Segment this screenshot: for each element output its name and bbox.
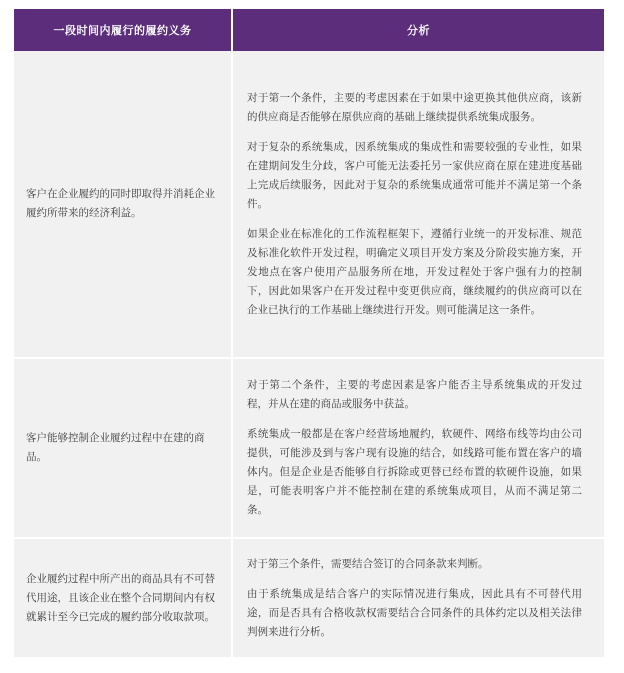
analysis-paragraph: 对于第一个条件，主要的考虑因素在于如果中途更换其他供应商，该新的供应商是否能够在原供应商的基础上继续提供系统集成服务。 <box>247 91 582 123</box>
analysis-paragraph: 系统集成一般都是在客户经营场地履约，软硬件、网络布线等均由公司提供，可能涉及到与客户现有设施的结合，如线路可能布置在客户的墙体内。但是企业是否能够自行拆除或更替已经布置的软硬件设施，如果是，可能表明客户并不能控制在建的系统集成项目，从而不满足第二条。 <box>247 428 582 516</box>
analysis-paragraph: 对于第二个条件，主要的考虑因素是客户能否主导系统集成的开发过程，并从在建的商品或服务中获益。 <box>247 379 582 410</box>
header-obligation: 一段时间内履行的履约义务 <box>14 9 233 51</box>
table-row <box>14 359 604 539</box>
condition-cell: 客户能够控制企业履约过程中在建的商品。 <box>14 359 233 539</box>
table-header-row <box>14 9 604 51</box>
header-analysis: 分析 <box>233 9 604 51</box>
analysis-paragraph: 由于系统集成是结合客户的实际情况进行集成，因此具有不可替代用途，而是否具有合格收款权需要结合合同条件的具体约定以及相关法律判例来进行分析。 <box>247 587 582 638</box>
analysis-paragraph: 对于第三个条件，需要结合签订的合同条款来判断。 <box>247 557 489 570</box>
table-row <box>14 51 604 359</box>
analysis-cell <box>233 359 604 539</box>
table-row <box>14 539 604 659</box>
condition-cell: 企业履约过程中所产出的商品具有不可替代用途，且该企业在整个合同期间内有权就累计至今已完成的履约部分收取款项。 <box>14 539 233 659</box>
analysis-paragraph: 如果企业在标准化的工作流程框架下，遵循行业统一的开发标准、规范及标准化软件开发过程，明确定义项目开发方案及分阶段实施方案，开发地点在客户使用产品服务所在地，开发过程处于客户强有力的控制下，因此如果客户在开发过程中变更供应商，继续履约的供应商可以在企业已执行的工作基础上继续进行开发。则可能满足这一条件。 <box>247 227 582 316</box>
condition-cell: 客户在企业履约的同时即取得并消耗企业履约所带来的经济利益。 <box>14 51 233 359</box>
analysis-cell <box>233 51 604 359</box>
analysis-paragraph: 对于复杂的系统集成，因系统集成的集成性和需要较强的专业性，如果在建期间发生分歧，客户可能无法委托另一家供应商在原在建进度基础上完成后续服务，因此对于复杂的系统集成通常可能并不满足第一个条件。 <box>247 140 582 210</box>
analysis-cell <box>233 539 604 659</box>
performance-obligation-table <box>14 9 604 659</box>
